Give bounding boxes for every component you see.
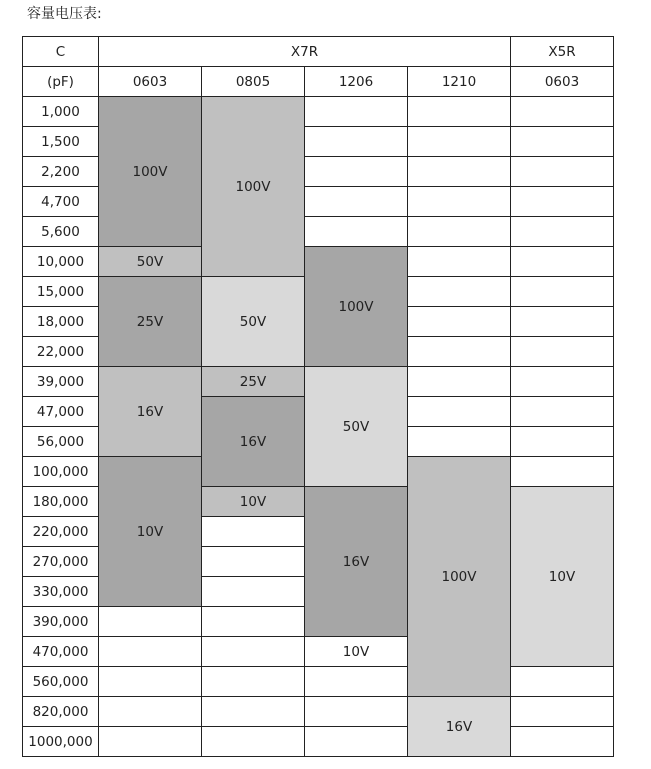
empty-cell xyxy=(305,727,408,757)
empty-cell xyxy=(511,427,614,457)
capacitance-value: 1,000 xyxy=(23,97,99,127)
empty-cell xyxy=(511,97,614,127)
empty-cell xyxy=(202,637,305,667)
empty-cell xyxy=(305,127,408,157)
capacitance-value: 180,000 xyxy=(23,487,99,517)
empty-cell xyxy=(408,247,511,277)
capacitance-value: 18,000 xyxy=(23,307,99,337)
header-size-x7r-1206: 1206 xyxy=(305,67,408,97)
header-group-x5r: X5R xyxy=(511,37,614,67)
capacitance-voltage-table xyxy=(22,36,614,757)
page-title: 容量电压表: xyxy=(27,6,102,22)
empty-cell xyxy=(99,607,202,637)
empty-cell xyxy=(305,697,408,727)
empty-cell xyxy=(511,697,614,727)
empty-cell xyxy=(511,127,614,157)
capacitance-value: 15,000 xyxy=(23,277,99,307)
empty-cell xyxy=(511,157,614,187)
voltage-cell: 100V xyxy=(408,457,511,697)
voltage-cell: 100V xyxy=(305,247,408,367)
empty-cell xyxy=(305,667,408,697)
empty-cell xyxy=(408,217,511,247)
empty-cell xyxy=(202,607,305,637)
empty-cell xyxy=(99,667,202,697)
empty-cell xyxy=(408,187,511,217)
capacitance-value: 820,000 xyxy=(23,697,99,727)
empty-cell xyxy=(511,217,614,247)
empty-cell xyxy=(202,667,305,697)
empty-cell xyxy=(202,577,305,607)
empty-cell xyxy=(511,667,614,697)
empty-cell xyxy=(511,727,614,757)
voltage-cell: 50V xyxy=(305,367,408,487)
voltage-cell: 16V xyxy=(202,397,305,487)
empty-cell xyxy=(511,337,614,367)
empty-cell xyxy=(511,367,614,397)
voltage-cell: 100V xyxy=(202,97,305,277)
empty-cell xyxy=(305,97,408,127)
capacitance-value: 2,200 xyxy=(23,157,99,187)
voltage-cell: 50V xyxy=(99,247,202,277)
voltage-cell: 16V xyxy=(408,697,511,757)
empty-cell xyxy=(511,457,614,487)
empty-cell xyxy=(305,157,408,187)
capacitance-value: 270,000 xyxy=(23,547,99,577)
header-size-x5r-0603: 0603 xyxy=(511,67,614,97)
capacitance-value: 47,000 xyxy=(23,397,99,427)
empty-cell xyxy=(408,367,511,397)
header-group-x7r: X7R xyxy=(99,37,511,67)
capacitance-value: 220,000 xyxy=(23,517,99,547)
voltage-cell: 10V xyxy=(511,487,614,667)
empty-cell xyxy=(408,337,511,367)
voltage-cell: 16V xyxy=(305,487,408,637)
empty-cell xyxy=(202,517,305,547)
empty-cell xyxy=(408,397,511,427)
voltage-cell: 16V xyxy=(99,367,202,457)
voltage-cell: 10V xyxy=(202,487,305,517)
empty-cell xyxy=(305,187,408,217)
header-size-x7r-0603: 0603 xyxy=(99,67,202,97)
empty-cell xyxy=(408,97,511,127)
empty-cell xyxy=(408,307,511,337)
header-size-x7r-1210: 1210 xyxy=(408,67,511,97)
empty-cell xyxy=(99,727,202,757)
empty-cell xyxy=(202,697,305,727)
capacitance-value: 10,000 xyxy=(23,247,99,277)
empty-cell xyxy=(511,307,614,337)
header-unit: (pF) xyxy=(23,67,99,97)
voltage-cell: 25V xyxy=(99,277,202,367)
capacitance-value: 56,000 xyxy=(23,427,99,457)
capacitance-value: 470,000 xyxy=(23,637,99,667)
capacitance-value: 22,000 xyxy=(23,337,99,367)
header-size-x7r-0805: 0805 xyxy=(202,67,305,97)
capacitance-value: 560,000 xyxy=(23,667,99,697)
empty-cell xyxy=(408,127,511,157)
capacitance-value: 5,600 xyxy=(23,217,99,247)
empty-cell xyxy=(408,157,511,187)
empty-cell xyxy=(408,277,511,307)
voltage-cell: 10V xyxy=(99,457,202,607)
empty-cell xyxy=(99,697,202,727)
voltage-cell: 50V xyxy=(202,277,305,367)
empty-cell xyxy=(511,397,614,427)
capacitance-value: 4,700 xyxy=(23,187,99,217)
empty-cell xyxy=(99,637,202,667)
voltage-cell: 25V xyxy=(202,367,305,397)
capacitance-value: 39,000 xyxy=(23,367,99,397)
voltage-cell: 10V xyxy=(305,637,408,667)
empty-cell xyxy=(511,247,614,277)
empty-cell xyxy=(511,187,614,217)
empty-cell xyxy=(408,427,511,457)
capacitance-value: 1000,000 xyxy=(23,727,99,757)
capacitance-value: 1,500 xyxy=(23,127,99,157)
header-c: C xyxy=(23,37,99,67)
empty-cell xyxy=(305,217,408,247)
empty-cell xyxy=(202,727,305,757)
empty-cell xyxy=(511,277,614,307)
capacitance-value: 390,000 xyxy=(23,607,99,637)
capacitance-value: 330,000 xyxy=(23,577,99,607)
empty-cell xyxy=(202,547,305,577)
capacitance-value: 100,000 xyxy=(23,457,99,487)
voltage-cell: 100V xyxy=(99,97,202,247)
